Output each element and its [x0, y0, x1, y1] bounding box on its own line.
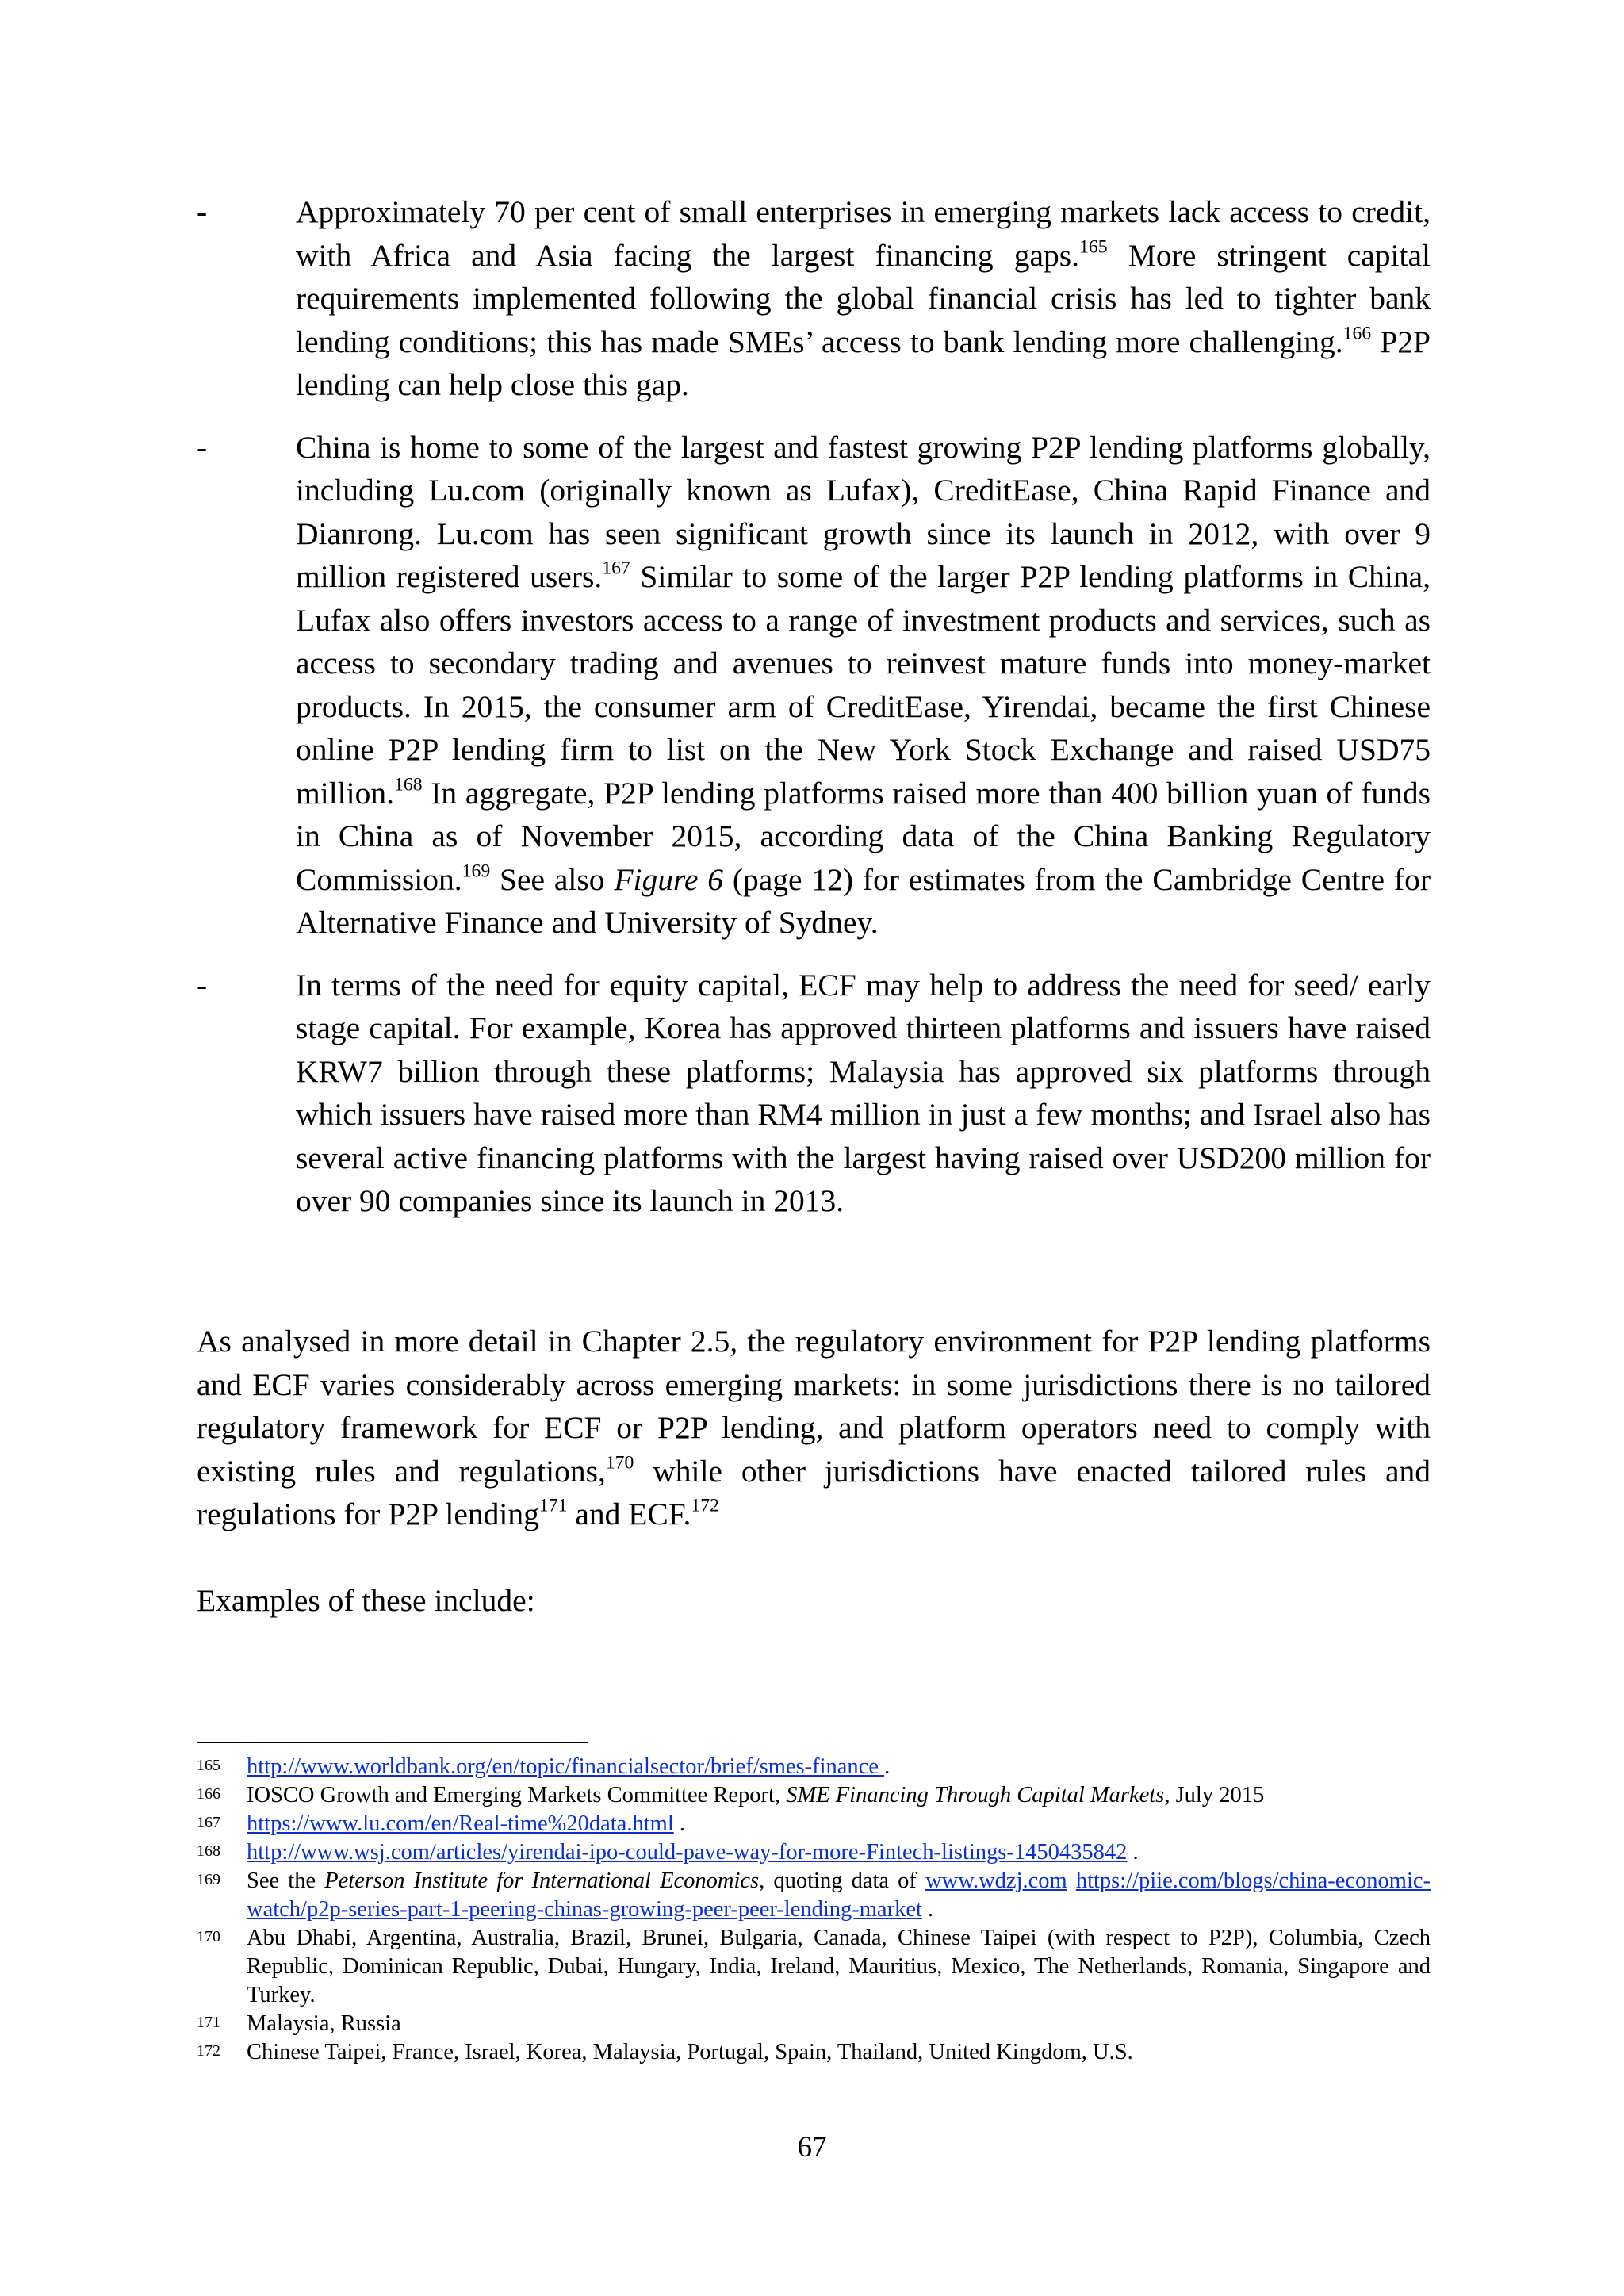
footnote-text: IOSCO Growth and Emerging Markets Committee Report,	[247, 1783, 787, 1807]
footnote-167	[197, 1810, 1431, 1838]
footnote-171	[197, 2010, 1431, 2038]
bullet-dash: -	[197, 429, 208, 465]
footnote-ref[interactable]: 167	[602, 558, 630, 579]
footnote-text: Abu Dhabi, Argentina, Australia, Brazil, Brunei, Bulgaria, Canada, Chinese Taipei (with respect to P2P), Columbia, Czech Republic, Dominican Republic, Dubai, Hungary, India, Ireland, Mauritius, Mexico, The Netherlands, Romania, Singapore and Turkey.	[247, 1926, 1431, 2007]
page-number: 67	[797, 2131, 827, 2164]
footnote-text: .	[884, 1754, 891, 1779]
footnote-ref[interactable]: 166	[1342, 322, 1372, 343]
footnote-ref[interactable]: 170	[605, 1451, 634, 1473]
figure-reference: Figure 6	[614, 861, 724, 897]
footnote-separator	[197, 1742, 588, 1743]
footnote-link[interactable]: http://www.worldbank.org/en/topic/financialsector/brief/smes-finance	[247, 1754, 885, 1779]
footnote-number: 168	[197, 1842, 220, 1860]
paragraph-text	[197, 1320, 1431, 1536]
examples-intro: Examples of these include:	[197, 1583, 535, 1618]
paragraph-text: and ECF.	[567, 1497, 691, 1531]
regulatory-paragraph	[197, 1320, 1431, 1536]
footnote-text: .	[921, 1897, 934, 1922]
footnote-ref[interactable]: 168	[394, 773, 423, 795]
footnote-170	[197, 1924, 1431, 2010]
footnote-169	[197, 1867, 1431, 1924]
footnote-text: .	[1127, 1840, 1139, 1865]
footnote-ref[interactable]: 172	[691, 1495, 719, 1516]
bullet-item-equity-capital	[197, 964, 1431, 1223]
bullet-text: China is home to some of the largest and fastest growing P2P lending platforms globally, including Lu.com (originally known as Lufax), CreditEase, China Rapid Finance and Dianrong. Lu.com has seen significant growth since its launch in 2012, with over 9 million registered users.	[296, 429, 1431, 594]
footnote-text: See the	[247, 1869, 325, 1893]
footnote-text: Chinese Taipei, France, Israel, Korea, Malaysia, Portugal, Spain, Thailand, United Kingdom, U.S.	[247, 2040, 1133, 2064]
footnote-number: 169	[197, 1871, 220, 1888]
paragraph-text: As analysed in more detail in Chapter 2.5, the regulatory environment for P2P lending platforms and ECF varies considerably across emerging markets: in some jurisdictions there is no tailored regulatory framework for ECF or P2P lending, and platform operators need to comply with existing rules and regulations,	[197, 1324, 1431, 1489]
bullet-text: Approximately 70 per cent of small enterprises in emerging markets lack access to credit, with Africa and Asia facing the largest financing gaps.	[296, 194, 1431, 273]
bullet-text: Similar to some of the larger P2P lending platforms in China, Lufax also offers investors access to a range of investment products and services, such as access to secondary trading and avenues to reinvest mature funds into money-market products. In 2015, the consumer arm of CreditEase, Yirendai, became the first Chinese online P2P lending firm to list on the New York Stock Exchange and raised USD75 million.	[296, 559, 1431, 811]
bullet-list	[197, 190, 1431, 1223]
footnote-link[interactable]: www.wdzj.com	[925, 1869, 1067, 1893]
bullet-item-sme-credit	[197, 190, 1431, 407]
footnote-text: , quoting data of	[759, 1869, 926, 1893]
footnote-172	[197, 2038, 1431, 2067]
footnote-number: 165	[197, 1757, 220, 1774]
footnote-number: 172	[197, 2042, 220, 2060]
footnote-text: .	[673, 1811, 686, 1836]
bullet-item-china-p2p	[197, 426, 1431, 945]
footnote-number: 170	[197, 1928, 220, 1945]
footnote-ref[interactable]: 169	[462, 860, 491, 881]
bullet-dash: -	[197, 194, 208, 229]
footnote-ref[interactable]: 165	[1079, 236, 1108, 257]
footnote-168	[197, 1838, 1431, 1867]
footnote-165	[197, 1753, 1431, 1781]
footnote-text: Malaysia, Russia	[247, 2011, 401, 2036]
footnote-title: Peterson Institute for International Economics	[324, 1869, 760, 1893]
bullet-dash: -	[197, 967, 208, 1002]
footnote-text: , July 2015	[1164, 1783, 1265, 1807]
bullet-text: More stringent capital requirements implemented following the global financial crisis has led to tighter bank lending conditions; this has made SMEs’ access to bank lending more challenging.	[296, 237, 1431, 359]
bullet-text: In aggregate, P2P lending platforms raised more than 400 billion yuan of funds in China as of November 2015, according data of the China Banking Regulatory Commission.	[296, 775, 1431, 897]
footnote-link[interactable]: http://www.wsj.com/articles/yirendai-ipo-could-pave-way-for-more-Fintech-listings-1450435842	[247, 1840, 1128, 1865]
footnote-number: 166	[197, 1785, 220, 1803]
footnotes	[197, 1753, 1431, 2067]
footnote-title: SME Financing Through Capital Markets	[786, 1783, 1165, 1807]
bullet-text: P2P lending can help close this gap.	[296, 324, 1431, 402]
bullet-text: (page 12) for estimates from the Cambridge Centre for Alternative Finance and University of Sydney.	[296, 861, 1431, 940]
footnote-link[interactable]: https://www.lu.com/en/Real-time%20data.html	[247, 1811, 674, 1836]
footnote-number: 167	[197, 1814, 220, 1831]
paragraph-text: while other jurisdictions have enacted tailored rules and regulations for P2P lending	[197, 1453, 1431, 1531]
footnote-link[interactable]: https://piie.com/blogs/china-economic-watch/p2p-series-part-1-peering-chinas-growing-peer-peer-lending-market	[247, 1869, 1431, 1922]
footnote-166	[197, 1781, 1431, 1810]
footnote-number: 171	[197, 2014, 220, 2031]
bullet-text: In terms of the need for equity capital, ECF may help to address the need for seed/ early stage capital. For example, Korea has approved thirteen platforms and issuers have raised KRW7 billion through these platforms; Malaysia has approved six platforms through which issuers have raised more than RM4 million in just a few months; and Israel also has several active financing platforms with the largest having raised over USD200 million for over 90 companies since its launch in 2013.	[296, 967, 1431, 1218]
footnote-ref[interactable]: 171	[538, 1495, 568, 1516]
bullet-text: See also	[490, 861, 615, 897]
